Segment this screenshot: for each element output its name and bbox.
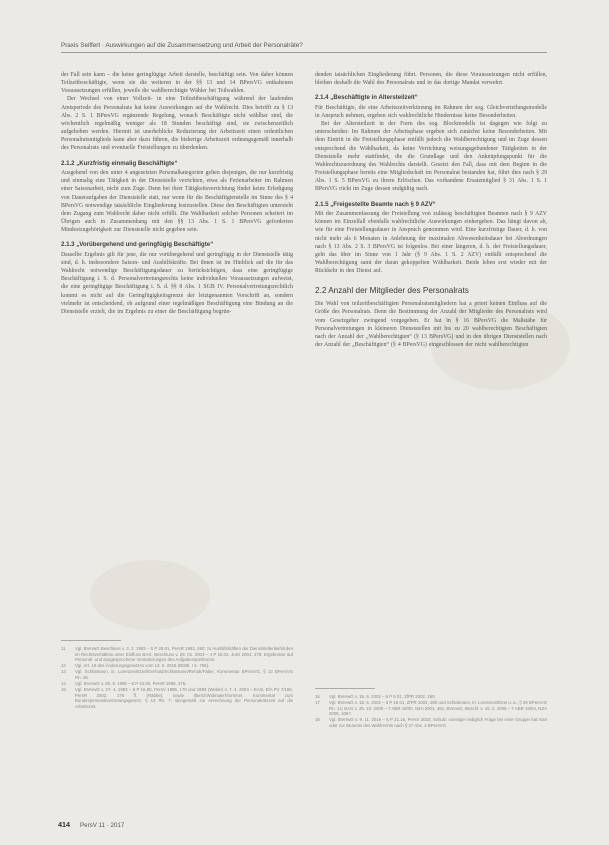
footnote <box>61 646 293 663</box>
running-head: Praxis Seiffert · Auswirkungen auf die Zusammensetzung und Arbeit der Personalräte? <box>61 42 303 49</box>
header-rule <box>61 52 547 53</box>
section-heading-2-1-2: 2.1.2 „Kurzfristig einmalig Beschäftigte“ <box>61 159 178 167</box>
footnote-separator <box>315 688 375 689</box>
paragraph: Der Wechsel von einer Vollzeit- in eine Teilzeitbeschäftigung während der laufenden Amtsperiode des Personalrats hat keine Auswirkungen auf die Wahlrecht. Dies betrifft zu § 13 Abs. 2 S. 1 BPersVG ergänzende Regelung, wonach Beschäftigte nicht wählbar sind, die wöchentlich regelmäßig weniger als 18 Stunden beschäftigt sind, sie zwischenzeitlich aufgehoben werden. Hiermit ist unerhebliche Reduzierung der Arbeitszeit einen ordentlichen Personalratsmitglieds kann aber dazu führen, die bisherige Arbeitszeit ordnungsgemäß innerhalb des Personalrats und eventuelle Freistellungen zu überdenken. <box>61 96 293 152</box>
section-heading-2-1-3: 2.1.3 „Vorübergehend und geringfügig Beschäftigte“ <box>61 241 214 249</box>
paper-stain <box>90 560 210 630</box>
section-heading-2-1-4: 2.1.4 „Beschäftigte in Altersteilzeit“ <box>315 94 418 102</box>
journal-issue: PersV 11 · 2017 <box>80 822 125 829</box>
footnote <box>61 669 293 680</box>
paragraph: denden tatsächlichen Eingliederung führt. Personen, die diese Voraussetzungen nicht erfüllen, bleiben deshalb die Wahl des Personalrats und in das dortige Mandat verwehrt. <box>315 72 547 87</box>
footnote <box>315 700 547 717</box>
footnote-separator <box>61 640 121 641</box>
footnote-text: Vgl. BVerwG v. 15. 5. 2002 – 6 P 8.01, ZfPR 2002, 260. <box>329 694 436 699</box>
footnote <box>315 717 547 728</box>
footnotes-right <box>315 694 547 729</box>
section-heading-2-2: 2.2 Anzahl der Mitglieder des Personalrats <box>315 286 469 296</box>
paragraph: Mit der Zusammenfassung der Freistellung von zulässig beschäftigten Beamten nach § 9 AZV können im Einzelfall ebenfalls wahlrechtliche Auswirkungen einhergehen. Das hängt davon ab, wie für eine Freistellungsdauer in Anspruch genommen wird. Eine kurzfristige Dauer, d. h. von nicht mehr als 6 Monaten in Anlehnung der maximalen Abwesenheitsdauer bei Abordnungen nach § 13 Abs. 2 S. 3 BPersVG ist folgenlos. Bei einer längeren, d. h. der Freistellungsdauer, geht das über im Sinne von 1 Jahr (§ 9 Abs. 1 S. 2 AZV) entfällt entsprechend die Wahlberechtigung samt der daran gekoppelten Wählbarkeit. Beide leben erst wieder mit der Rückkehr in den Dienst auf. <box>315 211 547 275</box>
footnote-text: Vgl. BVerwG Beschluss v. 3. 2. 1993 – 6 P 28.91, PersR 1993, 260; zu Aushilfskräften der Dienststellenbehörden im Rechtsverhältnis unter Einfluss BAG, Beschluss v. 29. 01. 2003 – 4 P 15.02, Juris 2004, 278; Ergebnisse auf Personal- und ausgesprochene Veränderungen des Aufgabenspektrums. <box>75 646 293 663</box>
paragraph: Bei der Altersteilzeit in der Form des sog. Blockmodells ist dagegen wie folgt zu unterscheiden: Im Rahmen der Arbeitsphase ergeben sich zunächst keine Besonderheiten. Mit dem Eintritt in die Freistellungsphase entfällt jedoch die Wahlberechtigung und im Zuge dessen entsprechend die Wählbarkeit, da keine Verrichtung weisungsgebundener Tätigkeiten in der Dienststelle mehr stattfindet, die die Grundlage und den Anknüpfungspunkt für die Wahlrechtszuordnung des Wahlrechts darstellt. Gesetzt den Fall, dass mit dem Beginn in die Freistellungsphase bereits eine Mitgliedschaft im Personalrat bestanden hat, führt dies nach § 29 Abs. 1 S. 5 BPersVG zu ihrem Erlöschen. Das vorhandene Ersatzmitglied § 31 Abs. 1 S. 1 BPersVG rückt im Zuge dessen endgültig nach. <box>315 121 547 193</box>
paragraph: der Fall sein kann – die keine geringfügige Arbeit darstelle, beschäftigt sein. Von daher können Teilzeitbeschäftigte, wenn sie die weiteren in der §§ 13 und 14 BPersVG enthaltenen Voraussetzungen erfüllen, jeweils die wahlberechtigte Wähler bei Teilwahlen. <box>61 72 293 95</box>
footnote-text: Vgl. BVerwG v. 25. 9. 1995 – 6 P 44.93, PersR 1996, 276. <box>75 681 187 687</box>
section-heading-2-1-5: 2.1.5 „Freigestellte Beamte nach § 9 AZV“ <box>315 200 436 208</box>
right-column <box>315 71 547 349</box>
footnote-number: 13 <box>61 669 66 675</box>
footnote-text: Vgl. BVerwG v. 15. 5. 2002 – 6 P 18.01, ZfPR 2002, 260 und Schlatmann, in: Lorenzen/Etzel u. a., § 29 BPersVG Rn. 14; BAG v. 25. 10. 2000 – 7 ABR 18/00, NZA 2001, 461; BVerwG, Beschl. v. 16. 2. 2005 – 7 ABR 19/04, NZA 2005, 1067. <box>329 700 547 717</box>
footnote-text: Vgl. Schlatmann, in: Lorenzen/Etzel/Gerhold/Schlatmann/Rehak/Faber, Kommentar BPersVG, § 13 BPersVG Rn. 36. <box>75 669 293 680</box>
footnote <box>61 681 293 687</box>
footnote <box>61 687 293 709</box>
footnote-number: 18 <box>315 717 320 723</box>
footnote <box>61 663 293 669</box>
footnote-text: Vgl. BVerwG v. 27. 4. 1983 – 6 P 16.80, PersV 1985, 170 und 1983 (Weber) v. 7. 4. 2003 – EAG, EfA PV 7/180, PersR 2002, 179 ff. (Rabbe); sowie Ilbertz/Widmaier/Sommer, Kommentar zum Bundespersonalvertretungsgesetz, § 13 Rn. 7; sinngemäß zur Anrechnung der Personalratszeit auf die Arbeitszeit. <box>75 687 293 709</box>
footnote-text: Vgl. BVerwG v. 9. 11. 2016 – 5 P 21.16, PersV 2016; Schulz: sonstiger lediglich Frage bei einer Gruppe hat man oder zur Beamtin des Wahlrechts nach § 27 Abs. 2 BPersVG. <box>329 717 547 728</box>
footnote-number: 15 <box>61 687 66 693</box>
footnote-number: 14 <box>61 681 66 687</box>
page-folio <box>58 820 124 829</box>
footnote-number: 12 <box>61 663 66 669</box>
footnotes-left <box>61 646 293 710</box>
paragraph: Die Wahl von teilzeitbeschäftigten Personalratsmitgliedern hat a priori keinen Einfluss auf die Größe des Personalrats. Denn die Bestimmung der Anzahl der Mitglieder des Personalrats wird vom Gesetzgeber zwingend vorgegeben. Er hat in § 16 BPersVG die Maßstäbe für Personalvertretungen in kleineren Dienststellen mit bis zu 20 wahlberechtigten Beschäftigten nach der Anzahl der „Wahlberechtigten“ (§ 13 BPersVG) und in den übrigen Dienststellen nach der Anzahl der „Beschäftigten“ (§ 4 BPersVG) eingeschlossen der nicht wahlberechtigten <box>315 301 547 349</box>
paragraph: Für Beschäftigte, die eine Arbeitszeitverkürzung im Rahmen der sog. Gleichverteilungsmodelle in Anspruch nehmen, ergeben sich wahlrechtliche Hindernisse keine Besonderheiten. <box>315 104 547 119</box>
footnote-number: 16 <box>315 694 320 699</box>
footnote <box>315 694 547 700</box>
left-column <box>61 71 293 316</box>
footnote-number: 17 <box>315 700 320 706</box>
footnote-number: 11 <box>61 646 66 651</box>
page-number: 414 <box>58 820 70 829</box>
paragraph: Ausgehend von den unter 4 angesetzten Personalkategorien gelten diejenigen, die nur kurzfristig und einmalig eine Tätigkeit in der Dienststelle verrichten, etwa als Ferienarbeiter im Rahmen einer Saisonarbeit, nicht zum Zuge. Denn bei ihrer Tätigkeitsverrichtung findet keine Erledigung von Daueraufgaben der Dienststelle statt, nur wenn für die Beschäftigtenstelle im Sinne des § 4 BPersVG notwendige tatsächliche Eingliederung festzustellen. Diese den Beschäftigten untersteht dem Zugang zum Wahlrecht daher nicht erfüllt. Die Wahlbarkeit solcher Personen scheitert im Übrigen auch in Zusammenhang mit den §§ 13 Abs. 1 S. 1 BPersVG geforderten Mindestzugehörigkeit zur Dienststelle nicht gegeben sein. <box>61 170 293 234</box>
footnote-text: Vgl. Art. 19 des Änderungsgesetzes vom 13. 5. 2015 (BGBl. I S. 706). <box>75 663 210 669</box>
paragraph: Dasselbe Ergebnis gilt für jene, die nur vorübergehend und geringfügig in der Dienststelle tätig sind, d. h. insbesondere Saison- und Aushilfskräfte. Bei ihnen ist im Hinblick auf die für das Wahlrecht notwendige Beschäftigungsdauer zu berücksichtigen, dass eine geringfügige Beschäftigung i. S. d. Personalvertretungsrechts keine individuellen Voraussetzungen aufweist, die eine geringfügige Beschäftigung i. S. d. §§ 8 Abs. 1 SGB IV. Personalvertretungsrechtlich kommt es nicht auf die Geringfügigkeitsgrenze der letztgenannten Vorschrift an, sondern vielmehr ist entscheidend, ob aufgrund einer regelmäßigen Beschäftigung eine Bindung an die Dienststelle erzielt, die im Ergebnis zu einer die Beschäftigung begrün- <box>61 251 293 315</box>
